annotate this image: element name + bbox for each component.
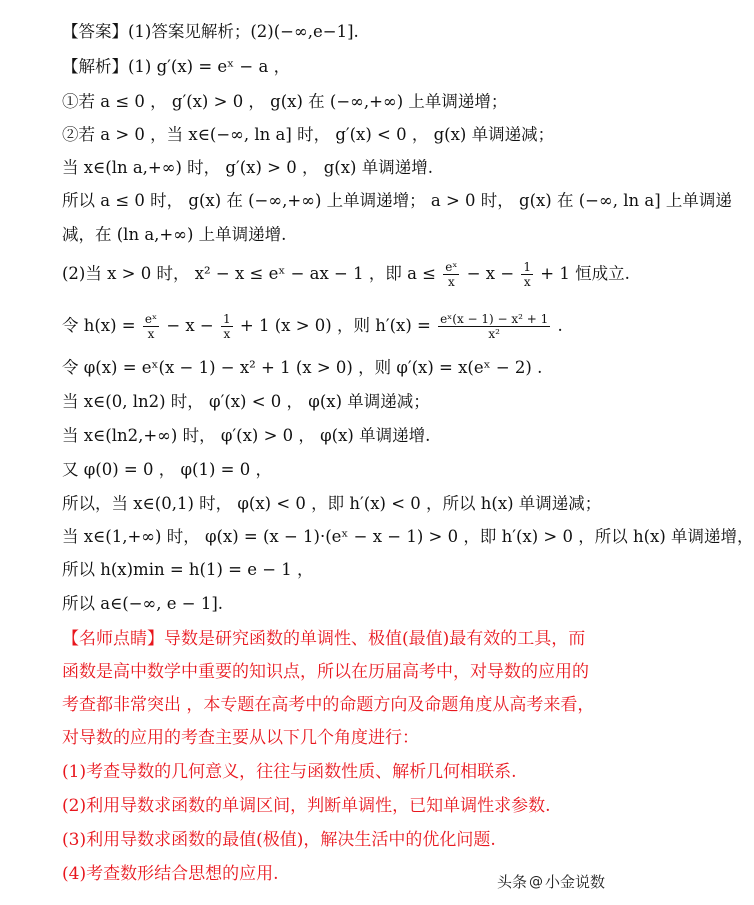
at-icon: @ — [529, 873, 544, 890]
tips-line-2: 函数是高中数学中重要的知识点，所以在历届高考中，对导数的应用的 — [62, 662, 589, 682]
tips-item-3: (3)利用导数求函数的最值(极值)，解决生活中的优化问题. — [62, 830, 496, 850]
watermark — [497, 871, 605, 892]
fraction-h-derivative — [438, 312, 550, 341]
part2-text-c: + 1 恒成立. — [540, 264, 630, 283]
h-definition-line — [62, 312, 563, 341]
h-text-d: . — [557, 316, 563, 335]
fraction-ex-over-x — [443, 260, 459, 289]
analysis-line-5: 所以 a ≤ 0 时， g(x) 在 (−∞,+∞) 上单调递增； a > 0 时， g(x) 在 (−∞, ln a] 上单调递 — [62, 191, 732, 210]
part2-line — [62, 260, 630, 289]
phi-decreasing-line: 当 x∈(0, ln2) 时， φ′(x) < 0 ， φ(x) 单调递减； — [62, 392, 430, 411]
fraction-denominator: x² — [488, 327, 500, 341]
part2-text-b: − x − — [466, 264, 515, 283]
tips-item-1: (1)考查导数的几何意义，往往与函数性质、解析几何相联系. — [62, 762, 517, 782]
analysis-line-1: 【解析】(1) g′(x) = eˣ − a ， — [62, 57, 291, 76]
fraction-numerator: 1 — [523, 260, 532, 274]
fraction-1-over-x — [221, 312, 233, 341]
fraction-denominator: x — [447, 275, 455, 289]
tips-line-3: 考查都非常突出 ，本专题在高考中的命题方向及命题角度从高考来看， — [62, 695, 595, 715]
fraction-denominator: x — [147, 327, 155, 341]
conclusion-line: 所以 a∈(−∞, e − 1]. — [62, 594, 224, 613]
analysis-line-2: ①若 a ≤ 0 ， g′(x) > 0 ， g(x) 在 (−∞,+∞) 上单调递增； — [62, 92, 508, 111]
h-minimum-line: 所以 h(x)min = h(1) = e − 1 ， — [62, 560, 314, 579]
watermark-prefix: 头条 — [497, 873, 528, 891]
tips-line-1: 【名师点睛】导数是研究函数的单调性、极值(最值)最有效的工具，而 — [62, 629, 586, 649]
fraction-denominator: x — [223, 327, 231, 341]
answer-line: 【答案】(1)答案见解析；(2)(−∞,e−1]. — [62, 22, 359, 41]
h-text-c: + 1 (x > 0) ，则 h′(x) = — [239, 316, 431, 335]
h-increasing-line: 当 x∈(1,+∞) 时， φ(x) = (x − 1)·(eˣ − x − 1) > 0 ，即 h′(x) > 0 ，所以 h(x) 单调递增， — [62, 527, 754, 546]
part2-text-a: (2)当 x > 0 时， x² − x ≤ eˣ − ax − 1 ，即 a ≤ — [62, 264, 437, 283]
fraction-numerator: eˣ — [445, 260, 458, 274]
tips-line-4: 对导数的应用的考查主要从以下几个角度进行： — [62, 728, 419, 748]
fraction-numerator: 1 — [223, 312, 231, 326]
fraction-numerator: eˣ(x − 1) − x² + 1 — [440, 312, 549, 326]
tips-item-2: (2)利用导数求函数的单调区间，判断单调性，已知单调性求参数. — [62, 796, 551, 816]
analysis-line-4: 当 x∈(ln a,+∞) 时， g′(x) > 0 ， g(x) 单调递增. — [62, 158, 433, 177]
analysis-line-3: ②若 a > 0 ，当 x∈(−∞, ln a] 时， g′(x) < 0 ， g(x) 单调递减； — [62, 125, 555, 144]
h-decreasing-line: 所以，当 x∈(0,1) 时， φ(x) < 0 ，即 h′(x) < 0 ，所以 h(x) 单调递减； — [62, 494, 602, 513]
phi-increasing-line: 当 x∈(ln2,+∞) 时， φ′(x) > 0 ， φ(x) 单调递增. — [62, 426, 431, 445]
h-text-a: 令 h(x) = — [62, 316, 136, 335]
h-text-b: − x − — [166, 316, 214, 335]
tips-item-4: (4)考查数形结合思想的应用. — [62, 864, 279, 884]
fraction-ex-over-x — [143, 312, 159, 341]
fraction-denominator: x — [523, 275, 531, 289]
fraction-1-over-x — [521, 260, 533, 289]
watermark-name: 小金说数 — [545, 873, 606, 891]
fraction-numerator: eˣ — [144, 312, 158, 326]
phi-values-line: 又 φ(0) = 0 ， φ(1) = 0 ， — [62, 460, 272, 479]
phi-definition-line: 令 φ(x) = eˣ(x − 1) − x² + 1 (x > 0) ，则 φ′(x) = x(eˣ − 2) . — [62, 358, 543, 377]
analysis-line-6: 减，在 (ln a,+∞) 上单调递增. — [62, 225, 287, 244]
